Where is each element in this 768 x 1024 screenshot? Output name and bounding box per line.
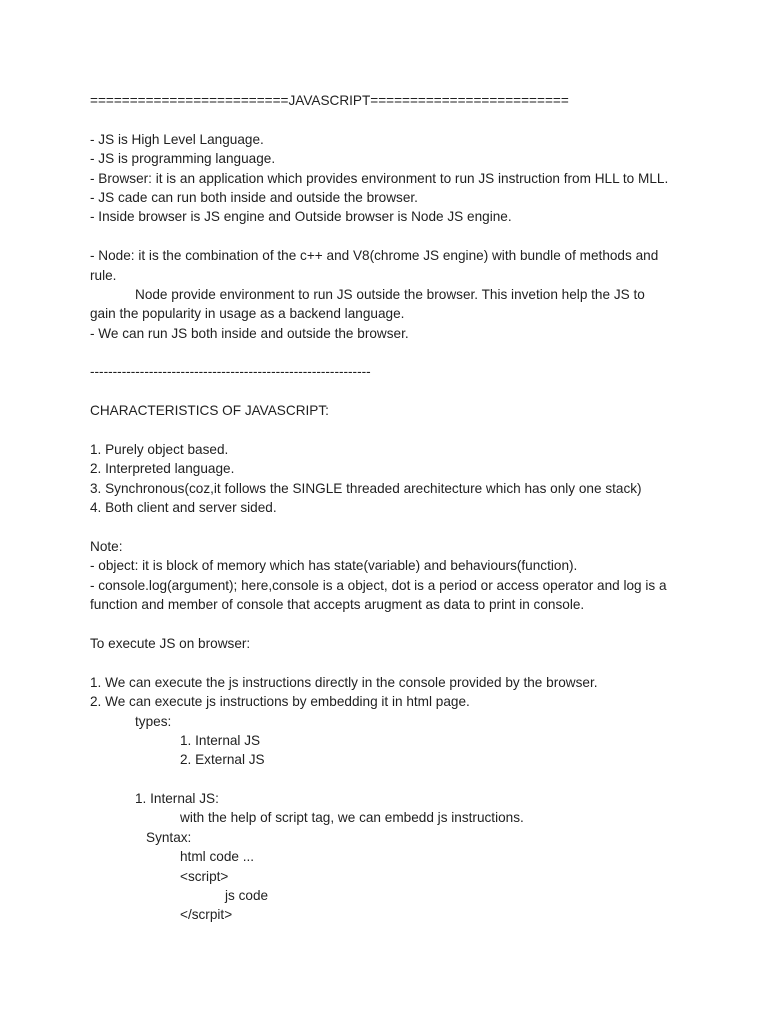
blank-line — [90, 518, 690, 537]
blank-line — [90, 110, 690, 129]
characteristics-item: 2. Interpreted language. — [90, 461, 235, 477]
title-line: =========================JAVASCRIPT========================= — [90, 93, 569, 108]
intro-line: - Browser: it is an application which provides environment to run JS instruction from HLL to MLL. — [90, 170, 669, 186]
code-line: js code — [225, 888, 269, 904]
blank-line — [90, 343, 690, 362]
characteristics-item: 1. Purely object based. — [90, 442, 229, 458]
code-line: html code ... — [180, 849, 255, 865]
note-heading: Note: — [90, 538, 123, 554]
intro-line: - JS is High Level Language. — [90, 131, 264, 147]
syntax-label: Syntax: — [146, 829, 192, 845]
note-line: function and member of console that accepts arugment as data to print in console. — [90, 597, 585, 613]
execute-item: 1. We can execute the js instructions directly in the console provided by the browser. — [90, 674, 598, 690]
execute-heading: To execute JS on browser: — [90, 635, 251, 651]
type-item: 2. External JS — [180, 752, 265, 768]
execute-item: 2. We can execute js instructions by embedding it in html page. — [90, 694, 470, 710]
note-line: - object: it is block of memory which has state(variable) and behaviours(function). — [90, 558, 578, 574]
intro-line: - JS cade can run both inside and outside the browser. — [90, 189, 418, 205]
node-line: - Node: it is the combination of the c++ and V8(chrome JS engine) with bundle of methods and — [90, 248, 659, 264]
document-page — [90, 91, 690, 925]
blank-line — [90, 653, 690, 672]
blank-line — [90, 421, 690, 440]
node-line: - We can run JS both inside and outside the browser. — [90, 325, 409, 341]
internal-desc: with the help of script tag, we can embedd js instructions. — [180, 810, 524, 826]
intro-line: - JS is programming language. — [90, 151, 276, 167]
node-line: rule. — [90, 267, 117, 283]
blank-line — [90, 227, 690, 246]
node-line: Node provide environment to run JS outside the browser. This invetion help the JS to — [135, 286, 645, 302]
node-line: gain the popularity in usage as a backend language. — [90, 306, 405, 322]
code-line: <script> — [180, 868, 229, 884]
intro-line: - Inside browser is JS engine and Outside browser is Node JS engine. — [90, 209, 512, 225]
characteristics-item: 4. Both client and server sided. — [90, 500, 277, 516]
characteristics-heading: CHARACTERISTICS OF JAVASCRIPT: — [90, 403, 329, 419]
blank-line — [90, 615, 690, 634]
types-label: types: — [135, 713, 172, 729]
type-item: 1. Internal JS — [180, 732, 261, 748]
blank-line — [90, 770, 690, 789]
divider-line: -------------------------------------------------------------- — [90, 364, 371, 380]
note-line: - console.log(argument); here,console is a object, dot is a period or access operator and log is a — [90, 577, 667, 593]
code-line: </scrpit> — [180, 907, 233, 923]
characteristics-item: 3. Synchronous(coz,it follows the SINGLE threaded arechitecture which has only one stack) — [90, 480, 642, 496]
blank-line — [90, 382, 690, 401]
internal-heading: 1. Internal JS: — [135, 791, 219, 807]
